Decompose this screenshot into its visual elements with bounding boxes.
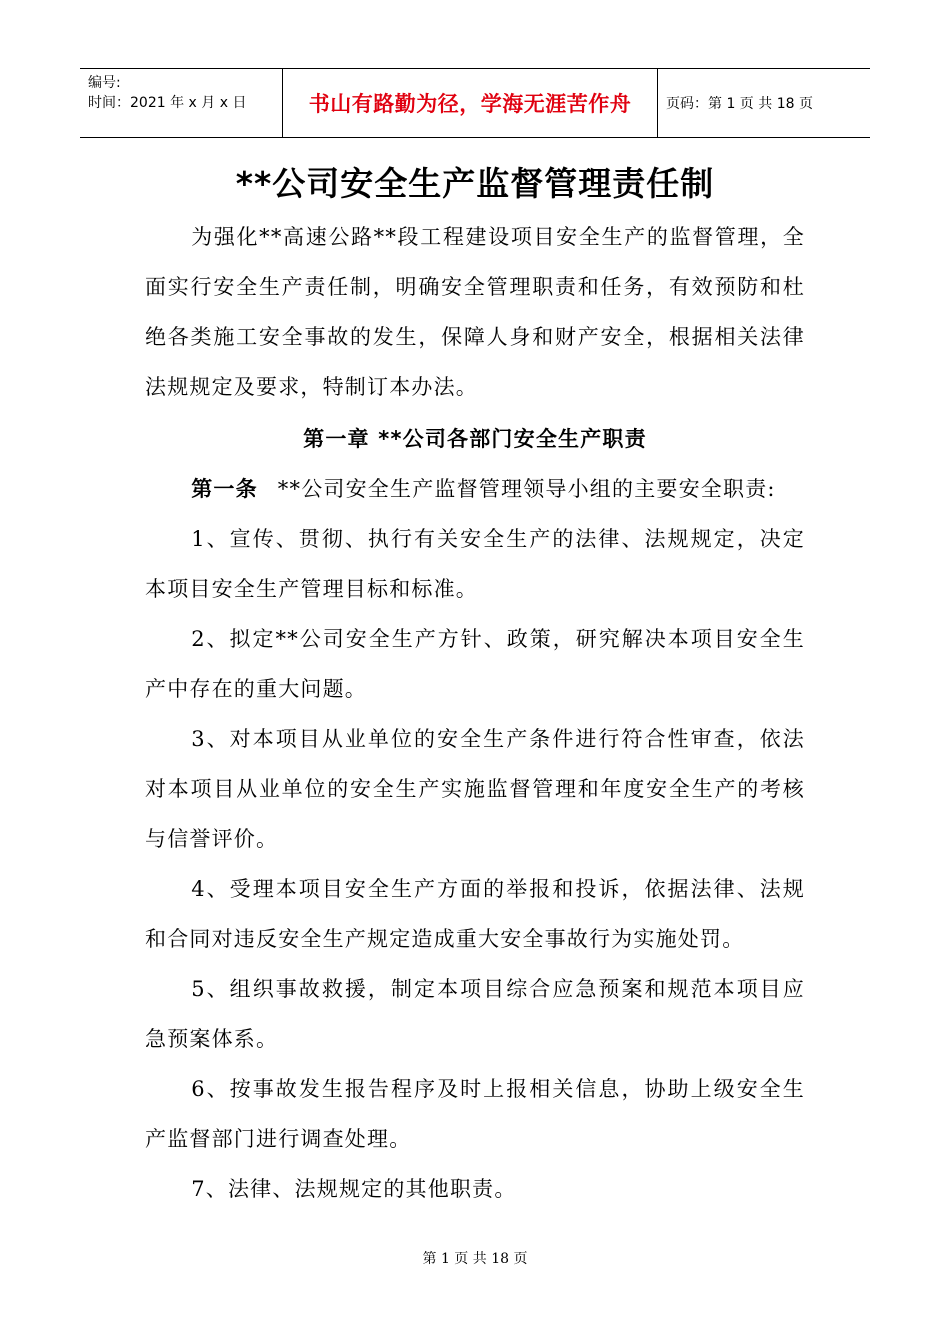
number-label: 编号: bbox=[88, 75, 121, 91]
list-item: 1、宣传、贯彻、执行有关安全生产的法律、法规规定，决定本项目安全生产管理目标和标准。 bbox=[145, 527, 805, 601]
header-page-label: 页码：第 1 页 共 18 页 bbox=[666, 96, 813, 112]
chapter-heading: 第一章 **公司各部门安全生产职责 bbox=[303, 427, 647, 451]
intro-paragraph: 为强化**高速公路**段工程建设项目安全生产的监督管理，全面实行安全生产责任制，明确安全管理职责和任务，有效预防和杜绝各类施工安全事故的发生，保障人身和财产安全，根据相关法律法规规定及要求，特制订本办法。 bbox=[145, 225, 805, 399]
date-label: 时间：2021 年 x 月 x 日 bbox=[88, 95, 247, 111]
document-body bbox=[145, 212, 805, 1214]
list-item: 4、受理本项目安全生产方面的举报和投诉，依据法律、法规和合同对违反安全生产规定造成重大安全事故行为实施处罚。 bbox=[145, 877, 805, 951]
list-item: 2、拟定**公司安全生产方针、政策，研究解决本项目安全生产中存在的重大问题。 bbox=[145, 627, 805, 701]
header-motto: 书山有路勤为径，学海无涯苦作舟 bbox=[282, 69, 658, 137]
header-table bbox=[80, 68, 870, 138]
list-item: 6、按事故发生报告程序及时上报相关信息，协助上级安全生产监督部门进行调查处理。 bbox=[145, 1077, 805, 1151]
header-info-cell bbox=[80, 69, 282, 137]
article-label: 第一条 bbox=[191, 477, 258, 501]
page-footer: 第 1 页 共 18 页 bbox=[422, 1251, 528, 1267]
list-item: 7、法律、法规规定的其他职责。 bbox=[191, 1177, 517, 1201]
article-paragraph bbox=[145, 464, 805, 514]
article-text: **公司安全生产监督管理领导小组的主要安全职责: bbox=[277, 477, 776, 501]
document-title: **公司安全生产监督管理责任制 bbox=[235, 164, 715, 203]
list-item: 3、对本项目从业单位的安全生产条件进行符合性审查，依法对本项目从业单位的安全生产实施监督管理和年度安全生产的考核与信誉评价。 bbox=[145, 727, 805, 851]
list-item: 5、组织事故救援，制定本项目综合应急预案和规范本项目应急预案体系。 bbox=[145, 977, 805, 1051]
